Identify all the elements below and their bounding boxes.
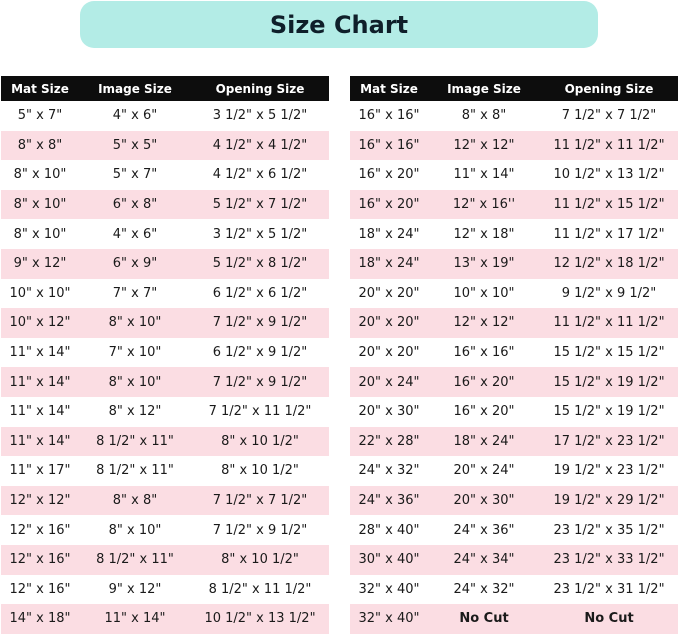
image-size-cell: 12" x 16'' (428, 190, 540, 220)
mat-size-cell: 16" x 16" (358, 108, 420, 124)
table-row (1, 367, 329, 397)
image-size-cell: 5" x 5" (79, 131, 191, 161)
table-row (1, 397, 329, 427)
mat-size-cell: 24" x 36" (350, 486, 428, 516)
image-size-cell: 8" x 10" (79, 308, 191, 338)
image-size-cell: 13" x 19" (428, 249, 540, 279)
image-size-cell: 20" x 24" (453, 463, 515, 479)
opening-size-cell: 7 1/2" x 7 1/2" (191, 486, 329, 516)
table-row (350, 575, 678, 605)
mat-size-cell: 11" x 14" (9, 404, 71, 420)
table-row (1, 545, 329, 575)
mat-size-cell: 18" x 24" (358, 226, 420, 242)
title-banner (80, 1, 598, 48)
mat-size-cell: 11" x 17" (9, 463, 71, 479)
image-size-cell: 8 1/2" x 11" (79, 427, 191, 457)
opening-size-cell: No Cut (540, 604, 678, 634)
header-image-size: Image Size (79, 76, 191, 101)
image-size-cell: 12" x 18" (453, 226, 515, 242)
mat-size-cell: 12" x 16" (9, 522, 71, 538)
opening-size-cell: 7 1/2" x 9 1/2" (191, 367, 329, 397)
image-size-cell: 4" x 6" (112, 226, 158, 242)
size-table-left (1, 76, 329, 634)
header-opening-size: Opening Size (540, 76, 678, 101)
table-row (350, 397, 678, 427)
mat-size-cell: 8" x 10" (1, 190, 79, 220)
opening-size-cell: 3 1/2" x 5 1/2" (212, 226, 308, 242)
table-row (1, 338, 329, 368)
table-row (1, 575, 329, 605)
image-size-cell: 7" x 10" (108, 345, 162, 361)
image-size-cell: 8" x 8" (461, 108, 507, 124)
image-size-cell: 11" x 14" (453, 167, 515, 183)
image-size-cell: No Cut (428, 604, 540, 634)
table-row (1, 515, 329, 545)
table-row (350, 604, 678, 634)
mat-size-cell: 20" x 20" (350, 308, 428, 338)
opening-size-cell: 23 1/2" x 31 1/2" (553, 581, 665, 597)
table-row (350, 486, 678, 516)
page-title: Size Chart (269, 10, 409, 39)
mat-size-cell: 11" x 14" (9, 345, 71, 361)
mat-size-cell: 32" x 40" (350, 604, 428, 634)
opening-size-cell: 17 1/2" x 23 1/2" (540, 427, 678, 457)
image-size-cell: 24" x 36" (453, 522, 515, 538)
opening-size-cell: 4 1/2" x 6 1/2" (212, 167, 308, 183)
table-row (1, 131, 329, 161)
header-image-size: Image Size (428, 76, 540, 101)
table-row (1, 101, 329, 131)
mat-size-cell: 12" x 12" (1, 486, 79, 516)
mat-size-cell: 20" x 20" (358, 345, 420, 361)
image-size-cell: 16" x 20" (453, 404, 515, 420)
mat-size-cell: 5" x 7" (17, 108, 63, 124)
mat-size-cell: 8" x 10" (13, 167, 67, 183)
opening-size-cell: 9 1/2" x 9 1/2" (561, 285, 657, 301)
size-table-right (350, 76, 678, 634)
image-size-cell: 8" x 10" (108, 522, 162, 538)
mat-size-cell: 30" x 40" (350, 545, 428, 575)
mat-size-cell: 20" x 30" (358, 404, 420, 420)
opening-size-cell: 11 1/2" x 17 1/2" (553, 226, 665, 242)
table-header-row (350, 76, 678, 101)
table-row (1, 160, 329, 190)
table-row (350, 249, 678, 279)
opening-size-cell: 10 1/2" x 13 1/2" (553, 167, 665, 183)
opening-size-cell: 8 1/2" x 11 1/2" (208, 581, 312, 597)
mat-size-cell: 18" x 24" (350, 249, 428, 279)
table-row (350, 367, 678, 397)
table-row (1, 249, 329, 279)
opening-size-cell: 5 1/2" x 8 1/2" (191, 249, 329, 279)
image-size-cell: 18" x 24" (428, 427, 540, 457)
mat-size-cell: 10" x 10" (9, 285, 71, 301)
table-row (350, 427, 678, 457)
table-row (350, 456, 678, 486)
mat-size-cell: 9" x 12" (1, 249, 79, 279)
table-row (350, 190, 678, 220)
table-row (350, 338, 678, 368)
header-opening-size: Opening Size (191, 76, 329, 101)
image-size-cell: 8 1/2" x 11" (96, 463, 174, 479)
opening-size-cell: 8" x 10 1/2" (191, 545, 329, 575)
table-row (350, 101, 678, 131)
image-size-cell: 24" x 34" (428, 545, 540, 575)
mat-size-cell: 28" x 40" (358, 522, 420, 538)
image-size-cell: 11" x 14" (79, 604, 191, 634)
mat-size-cell: 32" x 40" (358, 581, 420, 597)
image-size-cell: 8 1/2" x 11" (79, 545, 191, 575)
opening-size-cell: 7 1/2" x 11 1/2" (208, 404, 312, 420)
opening-size-cell: 19 1/2" x 23 1/2" (553, 463, 665, 479)
image-size-cell: 24" x 32" (453, 581, 515, 597)
opening-size-cell: 7 1/2" x 9 1/2" (191, 308, 329, 338)
opening-size-cell: 11 1/2" x 15 1/2" (540, 190, 678, 220)
image-size-cell: 20" x 30" (428, 486, 540, 516)
opening-size-cell: 3 1/2" x 5 1/2" (212, 108, 308, 124)
table-row (350, 219, 678, 249)
mat-size-cell: 16" x 20" (358, 167, 420, 183)
mat-size-cell: 11" x 14" (1, 427, 79, 457)
mat-size-cell: 22" x 28" (350, 427, 428, 457)
table-row (1, 279, 329, 309)
table-row (1, 190, 329, 220)
table-row (350, 160, 678, 190)
opening-size-cell: 7 1/2" x 9 1/2" (212, 522, 308, 538)
header-mat-size: Mat Size (1, 76, 79, 101)
image-size-cell: 6" x 8" (79, 190, 191, 220)
image-size-cell: 12" x 12" (428, 308, 540, 338)
image-size-cell: 8" x 8" (79, 486, 191, 516)
opening-size-cell: 12 1/2" x 18 1/2" (540, 249, 678, 279)
table-row (1, 219, 329, 249)
opening-size-cell: 10 1/2" x 13 1/2" (191, 604, 329, 634)
image-size-cell: 8" x 10" (79, 367, 191, 397)
opening-size-cell: 7 1/2" x 7 1/2" (561, 108, 657, 124)
mat-size-cell: 11" x 14" (1, 367, 79, 397)
mat-size-cell: 20" x 20" (358, 285, 420, 301)
mat-size-cell: 16" x 20" (350, 190, 428, 220)
table-row (350, 545, 678, 575)
opening-size-cell: 8" x 10 1/2" (191, 427, 329, 457)
table-row (1, 486, 329, 516)
table-row (1, 308, 329, 338)
opening-size-cell: 15 1/2" x 19 1/2" (553, 404, 665, 420)
table-row (1, 456, 329, 486)
opening-size-cell: 8" x 10 1/2" (221, 463, 299, 479)
image-size-cell: 16" x 20" (428, 367, 540, 397)
opening-size-cell: 19 1/2" x 29 1/2" (540, 486, 678, 516)
mat-size-cell: 20" x 24" (350, 367, 428, 397)
table-row (350, 131, 678, 161)
mat-size-cell: 8" x 10" (13, 226, 67, 242)
mat-size-cell: 24" x 32" (358, 463, 420, 479)
mat-size-cell: 16" x 16" (350, 131, 428, 161)
opening-size-cell: 6 1/2" x 9 1/2" (212, 345, 308, 361)
image-size-cell: 8" x 12" (108, 404, 162, 420)
image-size-cell: 5" x 7" (112, 167, 158, 183)
opening-size-cell: 4 1/2" x 4 1/2" (191, 131, 329, 161)
opening-size-cell: 23 1/2" x 33 1/2" (540, 545, 678, 575)
header-mat-size: Mat Size (350, 76, 428, 101)
opening-size-cell: 5 1/2" x 7 1/2" (191, 190, 329, 220)
mat-size-cell: 8" x 8" (1, 131, 79, 161)
image-size-cell: 7" x 7" (112, 285, 158, 301)
image-size-cell: 6" x 9" (79, 249, 191, 279)
opening-size-cell: 15 1/2" x 19 1/2" (540, 367, 678, 397)
table-row (350, 308, 678, 338)
opening-size-cell: 23 1/2" x 35 1/2" (553, 522, 665, 538)
table-row (350, 279, 678, 309)
table-row (1, 427, 329, 457)
mat-size-cell: 12" x 16" (9, 581, 71, 597)
image-size-cell: 10" x 10" (453, 285, 515, 301)
opening-size-cell: 11 1/2" x 11 1/2" (540, 308, 678, 338)
table-row (350, 515, 678, 545)
mat-size-cell: 10" x 12" (1, 308, 79, 338)
image-size-cell: 16" x 16" (453, 345, 515, 361)
opening-size-cell: 15 1/2" x 15 1/2" (553, 345, 665, 361)
opening-size-cell: 6 1/2" x 6 1/2" (212, 285, 308, 301)
table-row (1, 604, 329, 634)
image-size-cell: 12" x 12" (428, 131, 540, 161)
mat-size-cell: 12" x 16" (1, 545, 79, 575)
image-size-cell: 4" x 6" (112, 108, 158, 124)
opening-size-cell: 11 1/2" x 11 1/2" (540, 131, 678, 161)
mat-size-cell: 14" x 18" (1, 604, 79, 634)
image-size-cell: 9" x 12" (108, 581, 162, 597)
table-header-row (1, 76, 329, 101)
